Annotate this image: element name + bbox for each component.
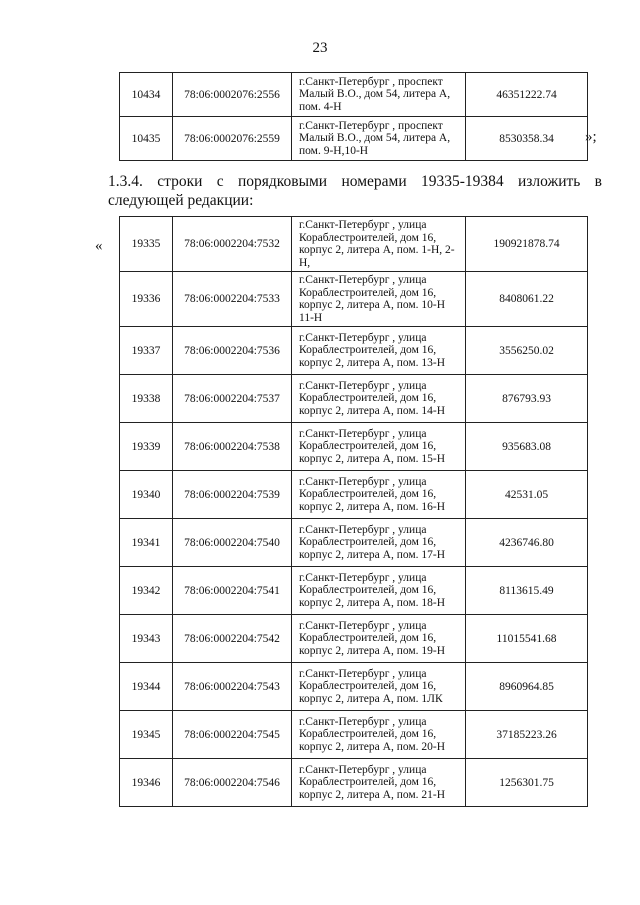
cadastral-number-cell: 78:06:0002076:2556	[173, 73, 292, 117]
row-number-cell: 19338	[120, 375, 173, 423]
table-row	[120, 117, 588, 161]
opening-quote: «	[95, 238, 103, 254]
cadastral-number-cell: 78:06:0002076:2559	[173, 117, 292, 161]
table-row	[120, 663, 588, 711]
page-number: 23	[312, 40, 328, 56]
address-cell: г.Санкт-Петербург , улица Кораблестроителей, дом 16, корпус 2, литера А, пом. 18-Н	[292, 567, 466, 615]
row-number-cell: 19336	[120, 272, 173, 327]
row-number-cell: 19346	[120, 759, 173, 807]
table-row	[120, 471, 588, 519]
address-cell: г.Санкт-Петербург , улица Кораблестроителей, дом 16, корпус 2, литера А, пом. 15-Н	[292, 423, 466, 471]
cadastral-value-cell: 1256301.75	[466, 759, 588, 807]
cadastral-number-cell: 78:06:0002204:7543	[173, 663, 292, 711]
address-cell: г.Санкт-Петербург , улица Кораблестроителей, дом 16, корпус 2, литера А, пом. 1-Н, 2-Н,	[292, 217, 466, 272]
cadastral-number-cell: 78:06:0002204:7545	[173, 711, 292, 759]
cadastral-number-cell: 78:06:0002204:7546	[173, 759, 292, 807]
table-row	[120, 217, 588, 272]
cadastral-number-cell: 78:06:0002204:7532	[173, 217, 292, 272]
table-row	[120, 711, 588, 759]
cadastral-value-cell: 8408061.22	[466, 272, 588, 327]
table-body	[120, 73, 588, 161]
address-cell: г.Санкт-Петербург , улица Кораблестроителей, дом 16, корпус 2, литера А, пом. 19-Н	[292, 615, 466, 663]
cadastral-value-cell: 8530358.34	[466, 117, 588, 161]
cadastral-number-cell: 78:06:0002204:7537	[173, 375, 292, 423]
cadastral-number-cell: 78:06:0002204:7541	[173, 567, 292, 615]
address-cell: г.Санкт-Петербург , улица Кораблестроителей, дом 16, корпус 2, литера А, пом. 17-Н	[292, 519, 466, 567]
table-row	[120, 327, 588, 375]
cadastral-value-cell: 11015541.68	[466, 615, 588, 663]
cadastral-number-cell: 78:06:0002204:7533	[173, 272, 292, 327]
closing-quote: »;	[585, 129, 597, 145]
row-number-cell: 19335	[120, 217, 173, 272]
table-row	[120, 272, 588, 327]
table-row	[120, 759, 588, 807]
cadastral-number-cell: 78:06:0002204:7536	[173, 327, 292, 375]
property-table-continued	[119, 72, 588, 161]
address-cell: г.Санкт-Петербург , улица Кораблестроителей, дом 16, корпус 2, литера А, пом. 10-Н 11-Н	[292, 272, 466, 327]
table-row	[120, 615, 588, 663]
row-number-cell: 10434	[120, 73, 173, 117]
row-number-cell: 19343	[120, 615, 173, 663]
cadastral-value-cell: 935683.08	[466, 423, 588, 471]
address-cell: г.Санкт-Петербург , улица Кораблестроителей, дом 16, корпус 2, литера А, пом. 21-Н	[292, 759, 466, 807]
cadastral-value-cell: 46351222.74	[466, 73, 588, 117]
cadastral-value-cell: 8960964.85	[466, 663, 588, 711]
address-cell: г.Санкт-Петербург , улица Кораблестроителей, дом 16, корпус 2, литера А, пом. 20-Н	[292, 711, 466, 759]
table-row	[120, 73, 588, 117]
cadastral-value-cell: 190921878.74	[466, 217, 588, 272]
cadastral-number-cell: 78:06:0002204:7539	[173, 471, 292, 519]
table-body	[120, 217, 588, 807]
address-cell: г.Санкт-Петербург , улица Кораблестроителей, дом 16, корпус 2, литера А, пом. 1ЛК	[292, 663, 466, 711]
row-number-cell: 19344	[120, 663, 173, 711]
amendment-paragraph: 1.3.4. строки с порядковыми номерами 19335-19384 изложить в следующей редакции:	[108, 173, 602, 209]
property-table	[119, 216, 588, 807]
table-row	[120, 567, 588, 615]
cadastral-value-cell: 4236746.80	[466, 519, 588, 567]
address-cell: г.Санкт-Петербург , проспект Малый В.О., дом 54, литера А, пом. 9-Н,10-Н	[292, 117, 466, 161]
row-number-cell: 19340	[120, 471, 173, 519]
row-number-cell: 19342	[120, 567, 173, 615]
cadastral-number-cell: 78:06:0002204:7540	[173, 519, 292, 567]
row-number-cell: 19341	[120, 519, 173, 567]
cadastral-number-cell: 78:06:0002204:7542	[173, 615, 292, 663]
cadastral-number-cell: 78:06:0002204:7538	[173, 423, 292, 471]
row-number-cell: 10435	[120, 117, 173, 161]
cadastral-value-cell: 3556250.02	[466, 327, 588, 375]
row-number-cell: 19339	[120, 423, 173, 471]
cadastral-value-cell: 37185223.26	[466, 711, 588, 759]
cadastral-value-cell: 42531.05	[466, 471, 588, 519]
cadastral-value-cell: 876793.93	[466, 375, 588, 423]
table-row	[120, 519, 588, 567]
row-number-cell: 19337	[120, 327, 173, 375]
table-row	[120, 423, 588, 471]
table-row	[120, 375, 588, 423]
address-cell: г.Санкт-Петербург , проспект Малый В.О., дом 54, литера А, пом. 4-Н	[292, 73, 466, 117]
address-cell: г.Санкт-Петербург , улица Кораблестроителей, дом 16, корпус 2, литера А, пом. 13-Н	[292, 327, 466, 375]
row-number-cell: 19345	[120, 711, 173, 759]
address-cell: г.Санкт-Петербург , улица Кораблестроителей, дом 16, корпус 2, литера А, пом. 14-Н	[292, 375, 466, 423]
address-cell: г.Санкт-Петербург , улица Кораблестроителей, дом 16, корпус 2, литера А, пом. 16-Н	[292, 471, 466, 519]
cadastral-value-cell: 8113615.49	[466, 567, 588, 615]
